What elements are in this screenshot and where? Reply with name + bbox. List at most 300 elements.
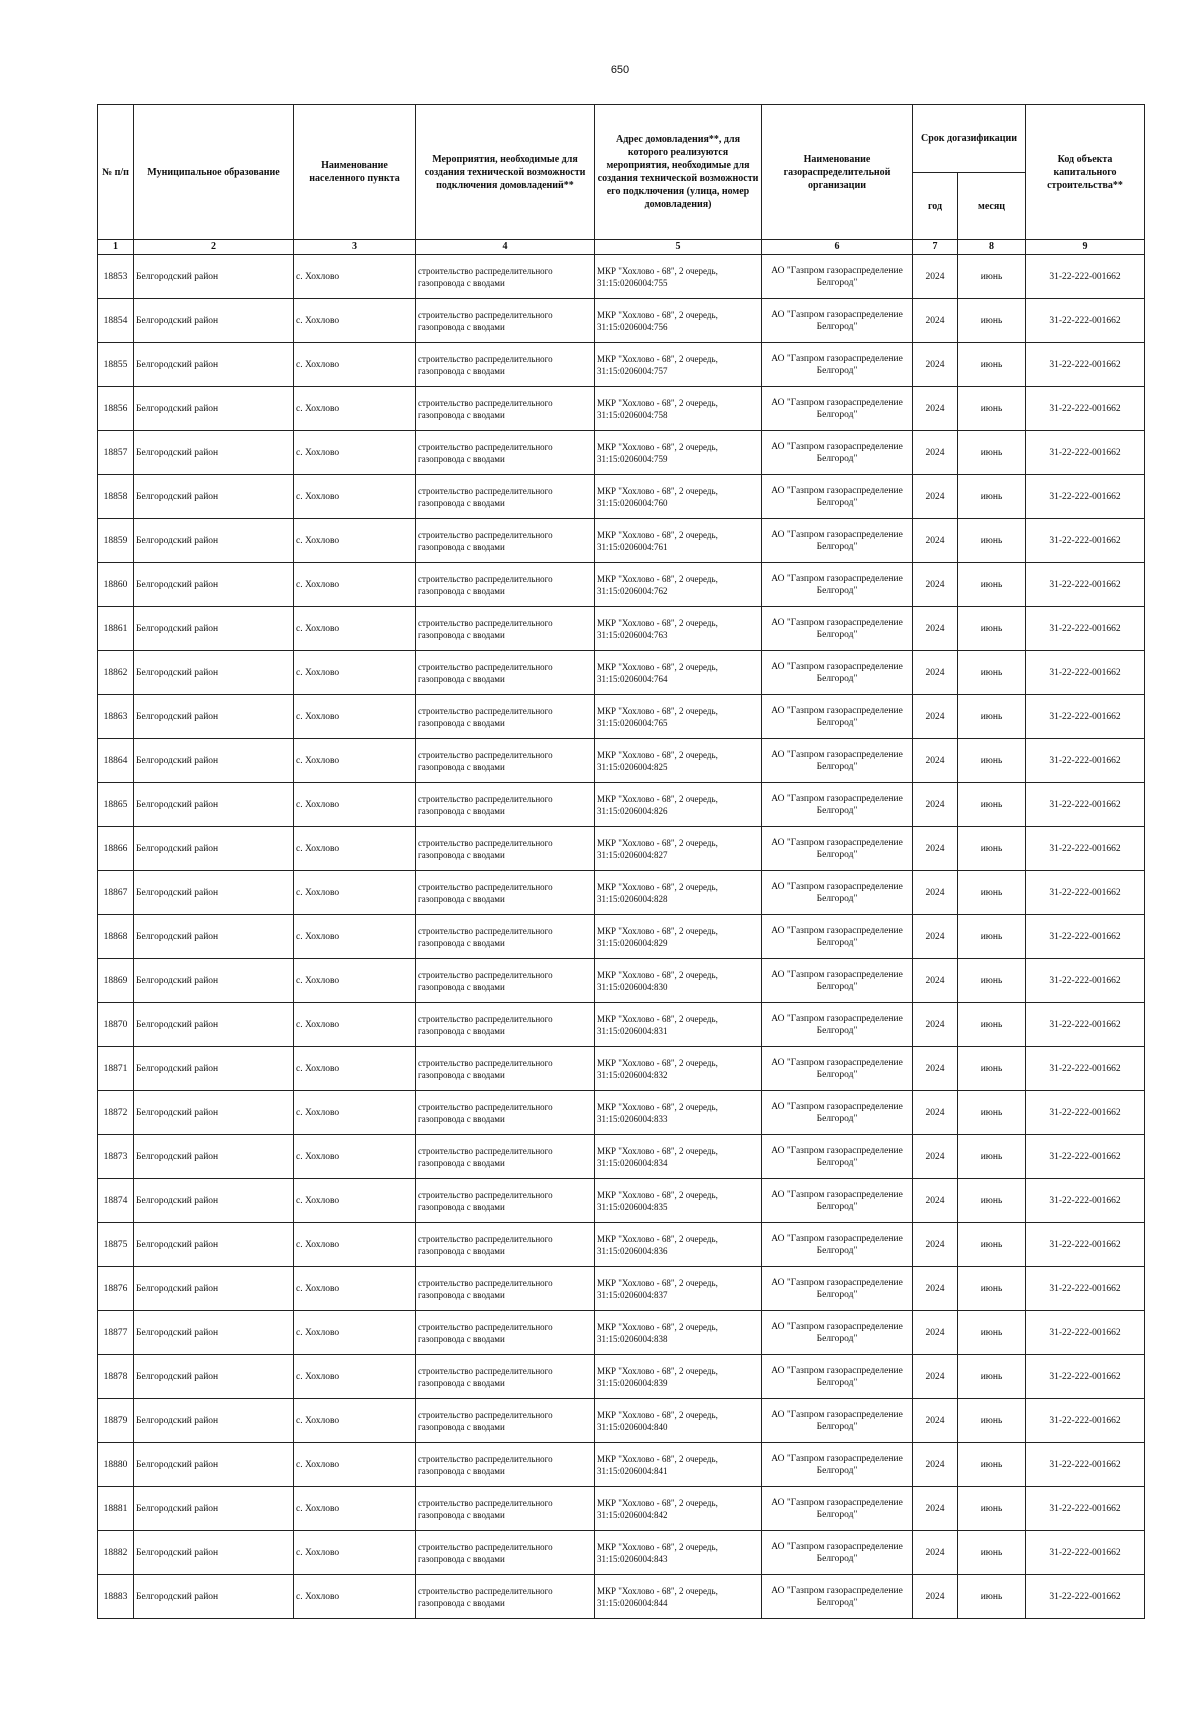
address-cell: МКР "Хохлово - 68", 2 очередь, 31:15:0206004:761	[595, 519, 762, 563]
month-cell: июнь	[958, 431, 1026, 475]
code-cell: 31-22-222-001662	[1026, 695, 1145, 739]
month-cell: июнь	[958, 387, 1026, 431]
header-code: Код объекта капитального строительства**	[1026, 105, 1145, 240]
municipality-cell: Белгородский район	[134, 1311, 294, 1355]
address-cell: МКР "Хохлово - 68", 2 очередь, 31:15:0206004:836	[595, 1223, 762, 1267]
month-cell: июнь	[958, 563, 1026, 607]
municipality-cell: Белгородский район	[134, 563, 294, 607]
address-cell: МКР "Хохлово - 68", 2 очередь, 31:15:0206004:755	[595, 255, 762, 299]
year-cell: 2024	[913, 959, 958, 1003]
year-cell: 2024	[913, 431, 958, 475]
row-number: 18880	[98, 1443, 134, 1487]
event-cell: строительство распределительного газопровода с вводами	[416, 651, 595, 695]
settlement-cell: с. Хохлово	[294, 299, 416, 343]
column-number: 9	[1026, 240, 1145, 255]
event-cell: строительство распределительного газопровода с вводами	[416, 1487, 595, 1531]
settlement-cell: с. Хохлово	[294, 343, 416, 387]
month-cell: июнь	[958, 871, 1026, 915]
code-cell: 31-22-222-001662	[1026, 1267, 1145, 1311]
organization-cell: АО "Газпром газораспределение Белгород"	[762, 1355, 913, 1399]
table-row	[98, 1003, 1145, 1047]
table-row	[98, 299, 1145, 343]
settlement-cell: с. Хохлово	[294, 607, 416, 651]
municipality-cell: Белгородский район	[134, 1003, 294, 1047]
settlement-cell: с. Хохлово	[294, 1267, 416, 1311]
code-cell: 31-22-222-001662	[1026, 563, 1145, 607]
organization-cell: АО "Газпром газораспределение Белгород"	[762, 783, 913, 827]
year-cell: 2024	[913, 299, 958, 343]
settlement-cell: с. Хохлово	[294, 1179, 416, 1223]
address-cell: МКР "Хохлово - 68", 2 очередь, 31:15:0206004:759	[595, 431, 762, 475]
year-cell: 2024	[913, 475, 958, 519]
month-cell: июнь	[958, 959, 1026, 1003]
year-cell: 2024	[913, 783, 958, 827]
column-number: 5	[595, 240, 762, 255]
year-cell: 2024	[913, 1355, 958, 1399]
settlement-cell: с. Хохлово	[294, 519, 416, 563]
settlement-cell: с. Хохлово	[294, 827, 416, 871]
year-cell: 2024	[913, 871, 958, 915]
year-cell: 2024	[913, 651, 958, 695]
settlement-cell: с. Хохлово	[294, 1135, 416, 1179]
year-cell: 2024	[913, 387, 958, 431]
table-row	[98, 1531, 1145, 1575]
table-row	[98, 475, 1145, 519]
municipality-cell: Белгородский район	[134, 1135, 294, 1179]
municipality-cell: Белгородский район	[134, 1223, 294, 1267]
event-cell: строительство распределительного газопровода с вводами	[416, 475, 595, 519]
organization-cell: АО "Газпром газораспределение Белгород"	[762, 607, 913, 651]
year-cell: 2024	[913, 607, 958, 651]
month-cell: июнь	[958, 299, 1026, 343]
row-number: 18868	[98, 915, 134, 959]
settlement-cell: с. Хохлово	[294, 1223, 416, 1267]
address-cell: МКР "Хохлово - 68", 2 очередь, 31:15:0206004:826	[595, 783, 762, 827]
row-number: 18862	[98, 651, 134, 695]
municipality-cell: Белгородский район	[134, 1047, 294, 1091]
event-cell: строительство распределительного газопровода с вводами	[416, 1047, 595, 1091]
municipality-cell: Белгородский район	[134, 299, 294, 343]
address-cell: МКР "Хохлово - 68", 2 очередь, 31:15:0206004:835	[595, 1179, 762, 1223]
event-cell: строительство распределительного газопровода с вводами	[416, 255, 595, 299]
settlement-cell: с. Хохлово	[294, 1091, 416, 1135]
settlement-cell: с. Хохлово	[294, 1487, 416, 1531]
address-cell: МКР "Хохлово - 68", 2 очередь, 31:15:0206004:764	[595, 651, 762, 695]
table-row	[98, 1487, 1145, 1531]
row-number: 18881	[98, 1487, 134, 1531]
municipality-cell: Белгородский район	[134, 739, 294, 783]
settlement-cell: с. Хохлово	[294, 739, 416, 783]
month-cell: июнь	[958, 343, 1026, 387]
row-number: 18882	[98, 1531, 134, 1575]
month-cell: июнь	[958, 1311, 1026, 1355]
month-cell: июнь	[958, 1179, 1026, 1223]
year-cell: 2024	[913, 915, 958, 959]
header-municipality: Муниципальное образование	[134, 105, 294, 240]
event-cell: строительство распределительного газопровода с вводами	[416, 871, 595, 915]
event-cell: строительство распределительного газопровода с вводами	[416, 387, 595, 431]
header-num: № п/п	[98, 105, 134, 240]
event-cell: строительство распределительного газопровода с вводами	[416, 607, 595, 651]
organization-cell: АО "Газпром газораспределение Белгород"	[762, 651, 913, 695]
event-cell: строительство распределительного газопровода с вводами	[416, 1355, 595, 1399]
month-cell: июнь	[958, 783, 1026, 827]
code-cell: 31-22-222-001662	[1026, 1399, 1145, 1443]
column-number: 3	[294, 240, 416, 255]
header-address: Адрес домовладения**, для которого реализуются мероприятия, необходимые для создания технической возможности его подключения (улица, номер домовладения)	[595, 105, 762, 240]
month-cell: июнь	[958, 1399, 1026, 1443]
code-cell: 31-22-222-001662	[1026, 1091, 1145, 1135]
year-cell: 2024	[913, 739, 958, 783]
table-row	[98, 1443, 1145, 1487]
code-cell: 31-22-222-001662	[1026, 431, 1145, 475]
organization-cell: АО "Газпром газораспределение Белгород"	[762, 1179, 913, 1223]
event-cell: строительство распределительного газопровода с вводами	[416, 695, 595, 739]
table-row	[98, 1223, 1145, 1267]
organization-cell: АО "Газпром газораспределение Белгород"	[762, 827, 913, 871]
month-cell: июнь	[958, 255, 1026, 299]
year-cell: 2024	[913, 255, 958, 299]
settlement-cell: с. Хохлово	[294, 1003, 416, 1047]
address-cell: МКР "Хохлово - 68", 2 очередь, 31:15:0206004:842	[595, 1487, 762, 1531]
year-cell: 2024	[913, 1179, 958, 1223]
row-number: 18858	[98, 475, 134, 519]
event-cell: строительство распределительного газопровода с вводами	[416, 1575, 595, 1619]
municipality-cell: Белгородский район	[134, 343, 294, 387]
month-cell: июнь	[958, 1443, 1026, 1487]
table-row	[98, 1047, 1145, 1091]
table-row	[98, 783, 1145, 827]
organization-cell: АО "Газпром газораспределение Белгород"	[762, 1531, 913, 1575]
address-cell: МКР "Хохлово - 68", 2 очередь, 31:15:0206004:843	[595, 1531, 762, 1575]
row-number: 18864	[98, 739, 134, 783]
table-header	[98, 105, 1145, 255]
settlement-cell: с. Хохлово	[294, 1355, 416, 1399]
organization-cell: АО "Газпром газораспределение Белгород"	[762, 1311, 913, 1355]
row-number: 18875	[98, 1223, 134, 1267]
municipality-cell: Белгородский район	[134, 827, 294, 871]
row-number: 18866	[98, 827, 134, 871]
municipality-cell: Белгородский район	[134, 959, 294, 1003]
municipality-cell: Белгородский район	[134, 1399, 294, 1443]
settlement-cell: с. Хохлово	[294, 255, 416, 299]
month-cell: июнь	[958, 1047, 1026, 1091]
settlement-cell: с. Хохлово	[294, 1047, 416, 1091]
column-number: 8	[958, 240, 1026, 255]
year-cell: 2024	[913, 1267, 958, 1311]
code-cell: 31-22-222-001662	[1026, 959, 1145, 1003]
event-cell: строительство распределительного газопровода с вводами	[416, 1223, 595, 1267]
table-row	[98, 1399, 1145, 1443]
settlement-cell: с. Хохлово	[294, 1311, 416, 1355]
municipality-cell: Белгородский район	[134, 255, 294, 299]
address-cell: МКР "Хохлово - 68", 2 очередь, 31:15:0206004:827	[595, 827, 762, 871]
organization-cell: АО "Газпром газораспределение Белгород"	[762, 343, 913, 387]
municipality-cell: Белгородский район	[134, 1179, 294, 1223]
row-number: 18859	[98, 519, 134, 563]
row-number: 18863	[98, 695, 134, 739]
event-cell: строительство распределительного газопровода с вводами	[416, 915, 595, 959]
organization-cell: АО "Газпром газораспределение Белгород"	[762, 387, 913, 431]
event-cell: строительство распределительного газопровода с вводами	[416, 959, 595, 1003]
row-number: 18877	[98, 1311, 134, 1355]
code-cell: 31-22-222-001662	[1026, 255, 1145, 299]
code-cell: 31-22-222-001662	[1026, 607, 1145, 651]
row-number: 18874	[98, 1179, 134, 1223]
code-cell: 31-22-222-001662	[1026, 871, 1145, 915]
year-cell: 2024	[913, 1003, 958, 1047]
settlement-cell: с. Хохлово	[294, 563, 416, 607]
municipality-cell: Белгородский район	[134, 1355, 294, 1399]
month-cell: июнь	[958, 915, 1026, 959]
event-cell: строительство распределительного газопровода с вводами	[416, 783, 595, 827]
table-row	[98, 1267, 1145, 1311]
code-cell: 31-22-222-001662	[1026, 519, 1145, 563]
year-cell: 2024	[913, 695, 958, 739]
table-row	[98, 739, 1145, 783]
code-cell: 31-22-222-001662	[1026, 343, 1145, 387]
municipality-cell: Белгородский район	[134, 871, 294, 915]
address-cell: МКР "Хохлово - 68", 2 очередь, 31:15:0206004:830	[595, 959, 762, 1003]
table-row	[98, 959, 1145, 1003]
address-cell: МКР "Хохлово - 68", 2 очередь, 31:15:0206004:828	[595, 871, 762, 915]
column-number: 1	[98, 240, 134, 255]
table-row	[98, 519, 1145, 563]
code-cell: 31-22-222-001662	[1026, 1135, 1145, 1179]
organization-cell: АО "Газпром газораспределение Белгород"	[762, 915, 913, 959]
year-cell: 2024	[913, 1487, 958, 1531]
code-cell: 31-22-222-001662	[1026, 1047, 1145, 1091]
code-cell: 31-22-222-001662	[1026, 475, 1145, 519]
settlement-cell: с. Хохлово	[294, 1399, 416, 1443]
row-number: 18856	[98, 387, 134, 431]
table-row	[98, 1179, 1145, 1223]
table-row	[98, 387, 1145, 431]
settlement-cell: с. Хохлово	[294, 695, 416, 739]
organization-cell: АО "Газпром газораспределение Белгород"	[762, 519, 913, 563]
event-cell: строительство распределительного газопровода с вводами	[416, 1311, 595, 1355]
row-number: 18879	[98, 1399, 134, 1443]
row-number: 18883	[98, 1575, 134, 1619]
year-cell: 2024	[913, 1135, 958, 1179]
address-cell: МКР "Хохлово - 68", 2 очередь, 31:15:0206004:837	[595, 1267, 762, 1311]
table-row	[98, 871, 1145, 915]
address-cell: МКР "Хохлово - 68", 2 очередь, 31:15:0206004:763	[595, 607, 762, 651]
organization-cell: АО "Газпром газораспределение Белгород"	[762, 431, 913, 475]
event-cell: строительство распределительного газопровода с вводами	[416, 1135, 595, 1179]
address-cell: МКР "Хохлово - 68", 2 очередь, 31:15:0206004:757	[595, 343, 762, 387]
table-row	[98, 915, 1145, 959]
code-cell: 31-22-222-001662	[1026, 783, 1145, 827]
municipality-cell: Белгородский район	[134, 1091, 294, 1135]
row-number: 18867	[98, 871, 134, 915]
row-number: 18855	[98, 343, 134, 387]
month-cell: июнь	[958, 1575, 1026, 1619]
year-cell: 2024	[913, 1575, 958, 1619]
settlement-cell: с. Хохлово	[294, 475, 416, 519]
month-cell: июнь	[958, 739, 1026, 783]
address-cell: МКР "Хохлово - 68", 2 очередь, 31:15:0206004:841	[595, 1443, 762, 1487]
address-cell: МКР "Хохлово - 68", 2 очередь, 31:15:0206004:829	[595, 915, 762, 959]
municipality-cell: Белгородский район	[134, 1575, 294, 1619]
month-cell: июнь	[958, 1091, 1026, 1135]
municipality-cell: Белгородский район	[134, 1267, 294, 1311]
organization-cell: АО "Газпром газораспределение Белгород"	[762, 1091, 913, 1135]
organization-cell: АО "Газпром газораспределение Белгород"	[762, 299, 913, 343]
organization-cell: АО "Газпром газораспределение Белгород"	[762, 1003, 913, 1047]
table-row	[98, 827, 1145, 871]
event-cell: строительство распределительного газопровода с вводами	[416, 563, 595, 607]
organization-cell: АО "Газпром газораспределение Белгород"	[762, 1443, 913, 1487]
code-cell: 31-22-222-001662	[1026, 387, 1145, 431]
row-number: 18871	[98, 1047, 134, 1091]
organization-cell: АО "Газпром газораспределение Белгород"	[762, 871, 913, 915]
event-cell: строительство распределительного газопровода с вводами	[416, 827, 595, 871]
event-cell: строительство распределительного газопровода с вводами	[416, 299, 595, 343]
row-number: 18872	[98, 1091, 134, 1135]
event-cell: строительство распределительного газопровода с вводами	[416, 519, 595, 563]
header-term: Срок догазификации	[913, 105, 1026, 173]
column-number: 2	[134, 240, 294, 255]
table-row	[98, 255, 1145, 299]
table-row	[98, 1355, 1145, 1399]
municipality-cell: Белгородский район	[134, 519, 294, 563]
municipality-cell: Белгородский район	[134, 1443, 294, 1487]
municipality-cell: Белгородский район	[134, 431, 294, 475]
page-number: 650	[610, 64, 630, 76]
address-cell: МКР "Хохлово - 68", 2 очередь, 31:15:0206004:832	[595, 1047, 762, 1091]
column-numbers-row	[98, 240, 1145, 255]
code-cell: 31-22-222-001662	[1026, 299, 1145, 343]
year-cell: 2024	[913, 827, 958, 871]
row-number: 18860	[98, 563, 134, 607]
address-cell: МКР "Хохлово - 68", 2 очередь, 31:15:0206004:844	[595, 1575, 762, 1619]
settlement-cell: с. Хохлово	[294, 1575, 416, 1619]
event-cell: строительство распределительного газопровода с вводами	[416, 1267, 595, 1311]
code-cell: 31-22-222-001662	[1026, 1223, 1145, 1267]
year-cell: 2024	[913, 1047, 958, 1091]
organization-cell: АО "Газпром газораспределение Белгород"	[762, 475, 913, 519]
table-row	[98, 431, 1145, 475]
column-number: 7	[913, 240, 958, 255]
municipality-cell: Белгородский район	[134, 387, 294, 431]
event-cell: строительство распределительного газопровода с вводами	[416, 1399, 595, 1443]
event-cell: строительство распределительного газопровода с вводами	[416, 1531, 595, 1575]
code-cell: 31-22-222-001662	[1026, 651, 1145, 695]
row-number: 18876	[98, 1267, 134, 1311]
organization-cell: АО "Газпром газораспределение Белгород"	[762, 1575, 913, 1619]
event-cell: строительство распределительного газопровода с вводами	[416, 1179, 595, 1223]
organization-cell: АО "Газпром газораспределение Белгород"	[762, 1135, 913, 1179]
header-year: год	[913, 173, 958, 240]
code-cell: 31-22-222-001662	[1026, 1179, 1145, 1223]
table-row	[98, 563, 1145, 607]
column-number: 6	[762, 240, 913, 255]
code-cell: 31-22-222-001662	[1026, 1311, 1145, 1355]
row-number: 18861	[98, 607, 134, 651]
month-cell: июнь	[958, 1223, 1026, 1267]
address-cell: МКР "Хохлово - 68", 2 очередь, 31:15:0206004:825	[595, 739, 762, 783]
code-cell: 31-22-222-001662	[1026, 1487, 1145, 1531]
table-row	[98, 1311, 1145, 1355]
header-settlement: Наименование населенного пункта	[294, 105, 416, 240]
code-cell: 31-22-222-001662	[1026, 1003, 1145, 1047]
address-cell: МКР "Хохлово - 68", 2 очередь, 31:15:0206004:838	[595, 1311, 762, 1355]
address-cell: МКР "Хохлово - 68", 2 очередь, 31:15:0206004:765	[595, 695, 762, 739]
code-cell: 31-22-222-001662	[1026, 915, 1145, 959]
code-cell: 31-22-222-001662	[1026, 1443, 1145, 1487]
municipality-cell: Белгородский район	[134, 915, 294, 959]
year-cell: 2024	[913, 1443, 958, 1487]
year-cell: 2024	[913, 1311, 958, 1355]
address-cell: МКР "Хохлово - 68", 2 очередь, 31:15:0206004:834	[595, 1135, 762, 1179]
row-number: 18853	[98, 255, 134, 299]
code-cell: 31-22-222-001662	[1026, 1355, 1145, 1399]
code-cell: 31-22-222-001662	[1026, 827, 1145, 871]
address-cell: МКР "Хохлово - 68", 2 очередь, 31:15:0206004:831	[595, 1003, 762, 1047]
month-cell: июнь	[958, 1355, 1026, 1399]
table-row	[98, 1091, 1145, 1135]
event-cell: строительство распределительного газопровода с вводами	[416, 739, 595, 783]
municipality-cell: Белгородский район	[134, 475, 294, 519]
year-cell: 2024	[913, 1223, 958, 1267]
settlement-cell: с. Хохлово	[294, 783, 416, 827]
settlement-cell: с. Хохлово	[294, 915, 416, 959]
organization-cell: АО "Газпром газораспределение Белгород"	[762, 1267, 913, 1311]
row-number: 18865	[98, 783, 134, 827]
organization-cell: АО "Газпром газораспределение Белгород"	[762, 1487, 913, 1531]
year-cell: 2024	[913, 1399, 958, 1443]
month-cell: июнь	[958, 1267, 1026, 1311]
address-cell: МКР "Хохлово - 68", 2 очередь, 31:15:0206004:762	[595, 563, 762, 607]
address-cell: МКР "Хохлово - 68", 2 очередь, 31:15:0206004:833	[595, 1091, 762, 1135]
event-cell: строительство распределительного газопровода с вводами	[416, 343, 595, 387]
municipality-cell: Белгородский район	[134, 783, 294, 827]
settlement-cell: с. Хохлово	[294, 959, 416, 1003]
month-cell: июнь	[958, 607, 1026, 651]
event-cell: строительство распределительного газопровода с вводами	[416, 1003, 595, 1047]
address-cell: МКР "Хохлово - 68", 2 очередь, 31:15:0206004:840	[595, 1399, 762, 1443]
header-event: Мероприятия, необходимые для создания технической возможности подключения домовладений**	[416, 105, 595, 240]
address-cell: МКР "Хохлово - 68", 2 очередь, 31:15:0206004:760	[595, 475, 762, 519]
month-cell: июнь	[958, 1531, 1026, 1575]
address-cell: МКР "Хохлово - 68", 2 очередь, 31:15:0206004:839	[595, 1355, 762, 1399]
event-cell: строительство распределительного газопровода с вводами	[416, 431, 595, 475]
month-cell: июнь	[958, 519, 1026, 563]
organization-cell: АО "Газпром газораспределение Белгород"	[762, 1223, 913, 1267]
organization-cell: АО "Газпром газораспределение Белгород"	[762, 563, 913, 607]
organization-cell: АО "Газпром газораспределение Белгород"	[762, 959, 913, 1003]
code-cell: 31-22-222-001662	[1026, 1575, 1145, 1619]
month-cell: июнь	[958, 651, 1026, 695]
table-row	[98, 1135, 1145, 1179]
municipality-cell: Белгородский район	[134, 651, 294, 695]
settlement-cell: с. Хохлово	[294, 1443, 416, 1487]
code-cell: 31-22-222-001662	[1026, 1531, 1145, 1575]
settlement-cell: с. Хохлово	[294, 871, 416, 915]
code-cell: 31-22-222-001662	[1026, 739, 1145, 783]
settlement-cell: с. Хохлово	[294, 431, 416, 475]
header-month: месяц	[958, 173, 1026, 240]
year-cell: 2024	[913, 519, 958, 563]
organization-cell: АО "Газпром газораспределение Белгород"	[762, 695, 913, 739]
row-number: 18870	[98, 1003, 134, 1047]
table-row	[98, 695, 1145, 739]
year-cell: 2024	[913, 343, 958, 387]
event-cell: строительство распределительного газопровода с вводами	[416, 1443, 595, 1487]
year-cell: 2024	[913, 563, 958, 607]
municipality-cell: Белгородский район	[134, 695, 294, 739]
